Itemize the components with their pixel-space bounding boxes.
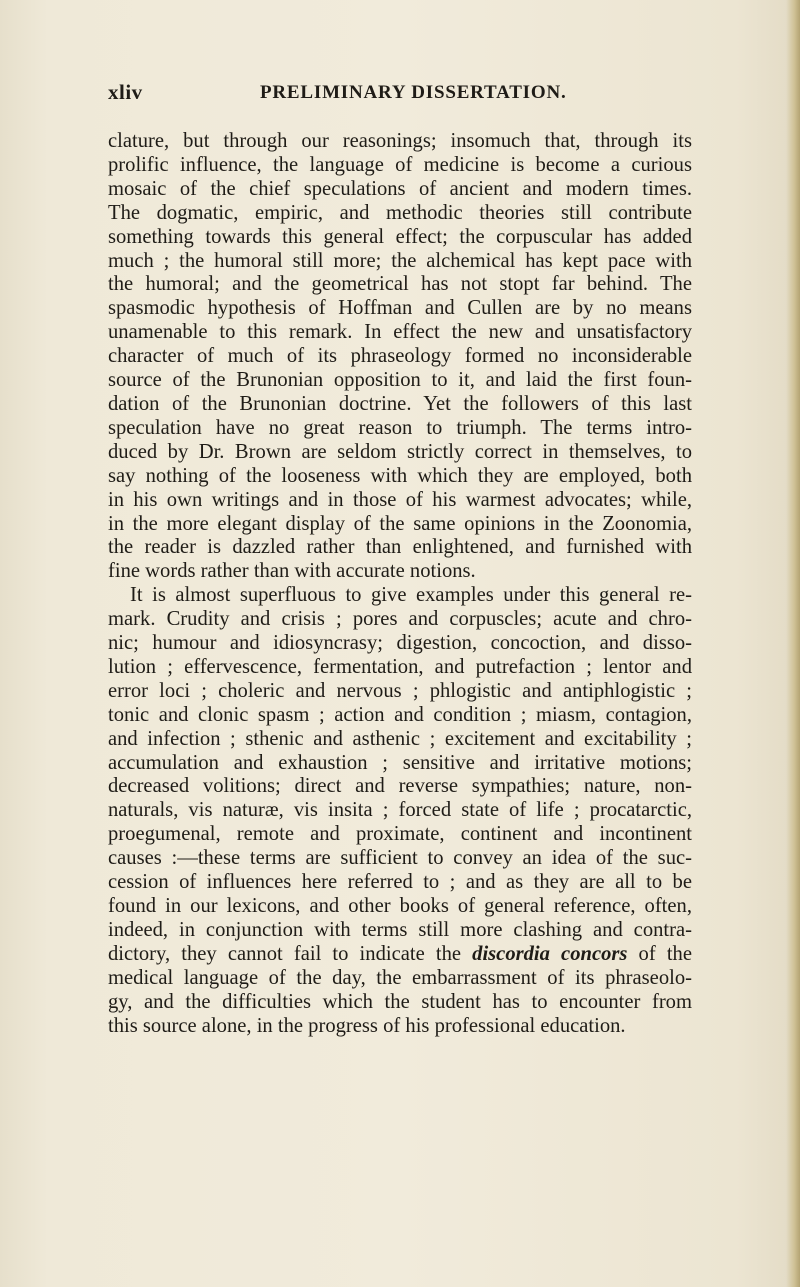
- text-line: source of the Brunonian opposition to it, and laid the first foun-: [108, 369, 692, 392]
- italic-phrase: discordia concors: [472, 942, 628, 965]
- text-line: prolific influence, the language of medicine is become a curious: [108, 153, 692, 176]
- running-header: [108, 80, 708, 110]
- page-number: xliv: [108, 80, 143, 104]
- text-segment: dictory, they cannot fail to indicate the: [108, 942, 473, 965]
- body-text: [108, 130, 692, 1038]
- text-line: the reader is dazzled rather than enlightened, and furnished with: [108, 536, 692, 559]
- paragraph-2: [108, 584, 692, 1038]
- text-line: found in our lexicons, and other books of general reference, often,: [108, 895, 692, 917]
- text-line: The dogmatic, empiric, and methodic theories still contribute: [108, 201, 692, 224]
- text-line: error loci ; choleric and nervous ; phlogistic and antiphlogistic ;: [108, 679, 692, 702]
- text-line: decreased volitions; direct and reverse sympathies; nature, non-: [108, 775, 692, 798]
- text-line: fine words rather than with accurate notions.: [108, 560, 476, 583]
- paragraph-1: [108, 130, 692, 584]
- text-line: mosaic of the chief speculations of ancient and modern times.: [108, 177, 692, 200]
- page-edge-stain: [786, 0, 800, 1287]
- text-line: spasmodic hypothesis of Hoffman and Cullen are by no means: [108, 297, 692, 320]
- text-line-with-italic: [108, 943, 692, 967]
- text-line: proegumenal, remote and proximate, continent and incontinent: [108, 823, 692, 846]
- text-segment: of the: [627, 942, 692, 965]
- text-line: nic; humour and idiosyncrasy; digestion, concoction, and disso-: [108, 632, 692, 655]
- text-line: character of much of its phraseology formed no inconsiderable: [108, 345, 692, 368]
- text-line: and infection ; sthenic and asthenic ; excitement and excitability ;: [108, 727, 692, 750]
- text-line: accumulation and exhaustion ; sensitive and irritative motions;: [108, 751, 692, 774]
- text-line: indeed, in conjunction with terms still more clashing and contra-: [108, 918, 692, 941]
- text-line: in his own writings and in those of his warmest advocates; while,: [108, 488, 692, 511]
- text-line: tonic and clonic spasm ; action and condition ; miasm, contagion,: [108, 703, 692, 726]
- text-line: lution ; effervescence, fermentation, and putrefaction ; lentor and: [108, 655, 692, 678]
- text-line: unamenable to this remark. In effect the new and unsatisfactory: [108, 321, 692, 344]
- text-line: the humoral; and the geometrical has not stopt far behind. The: [108, 273, 692, 296]
- text-line: gy, and the difficulties which the student has to encounter from: [108, 990, 692, 1013]
- running-title: PRELIMINARY DISSERTATION.: [260, 82, 567, 103]
- text-line: this source alone, in the progress of his professional education.: [108, 1014, 626, 1037]
- text-line: It is almost superfluous to give examples under this general re-: [130, 584, 692, 607]
- text-line: dation of the Brunonian doctrine. Yet the followers of this last: [108, 392, 692, 415]
- text-line: medical language of the day, the embarrassment of its phraseolo-: [108, 966, 692, 989]
- text-line: something towards this general effect; the corpuscular has added: [108, 225, 692, 248]
- text-line: in the more elegant display of the same opinions in the Zoonomia,: [108, 512, 692, 535]
- text-line: duced by Dr. Brown are seldom strictly correct in themselves, to: [108, 440, 692, 463]
- text-line: speculation have no great reason to triumph. The terms intro-: [108, 416, 692, 439]
- text-line: clature, but through our reasonings; insomuch that, through its: [108, 130, 692, 152]
- text-line: say nothing of the looseness with which they are employed, both: [108, 464, 692, 487]
- text-line: much ; the humoral still more; the alchemical has kept pace with: [108, 249, 692, 272]
- text-line: causes :—these terms are sufficient to convey an idea of the suc-: [108, 847, 692, 870]
- text-line: mark. Crudity and crisis ; pores and corpuscles; acute and chro-: [108, 608, 692, 631]
- text-line: naturals, vis naturæ, vis insita ; forced state of life ; procatarctic,: [108, 799, 692, 822]
- text-line: cession of influences here referred to ; and as they are all to be: [108, 871, 692, 894]
